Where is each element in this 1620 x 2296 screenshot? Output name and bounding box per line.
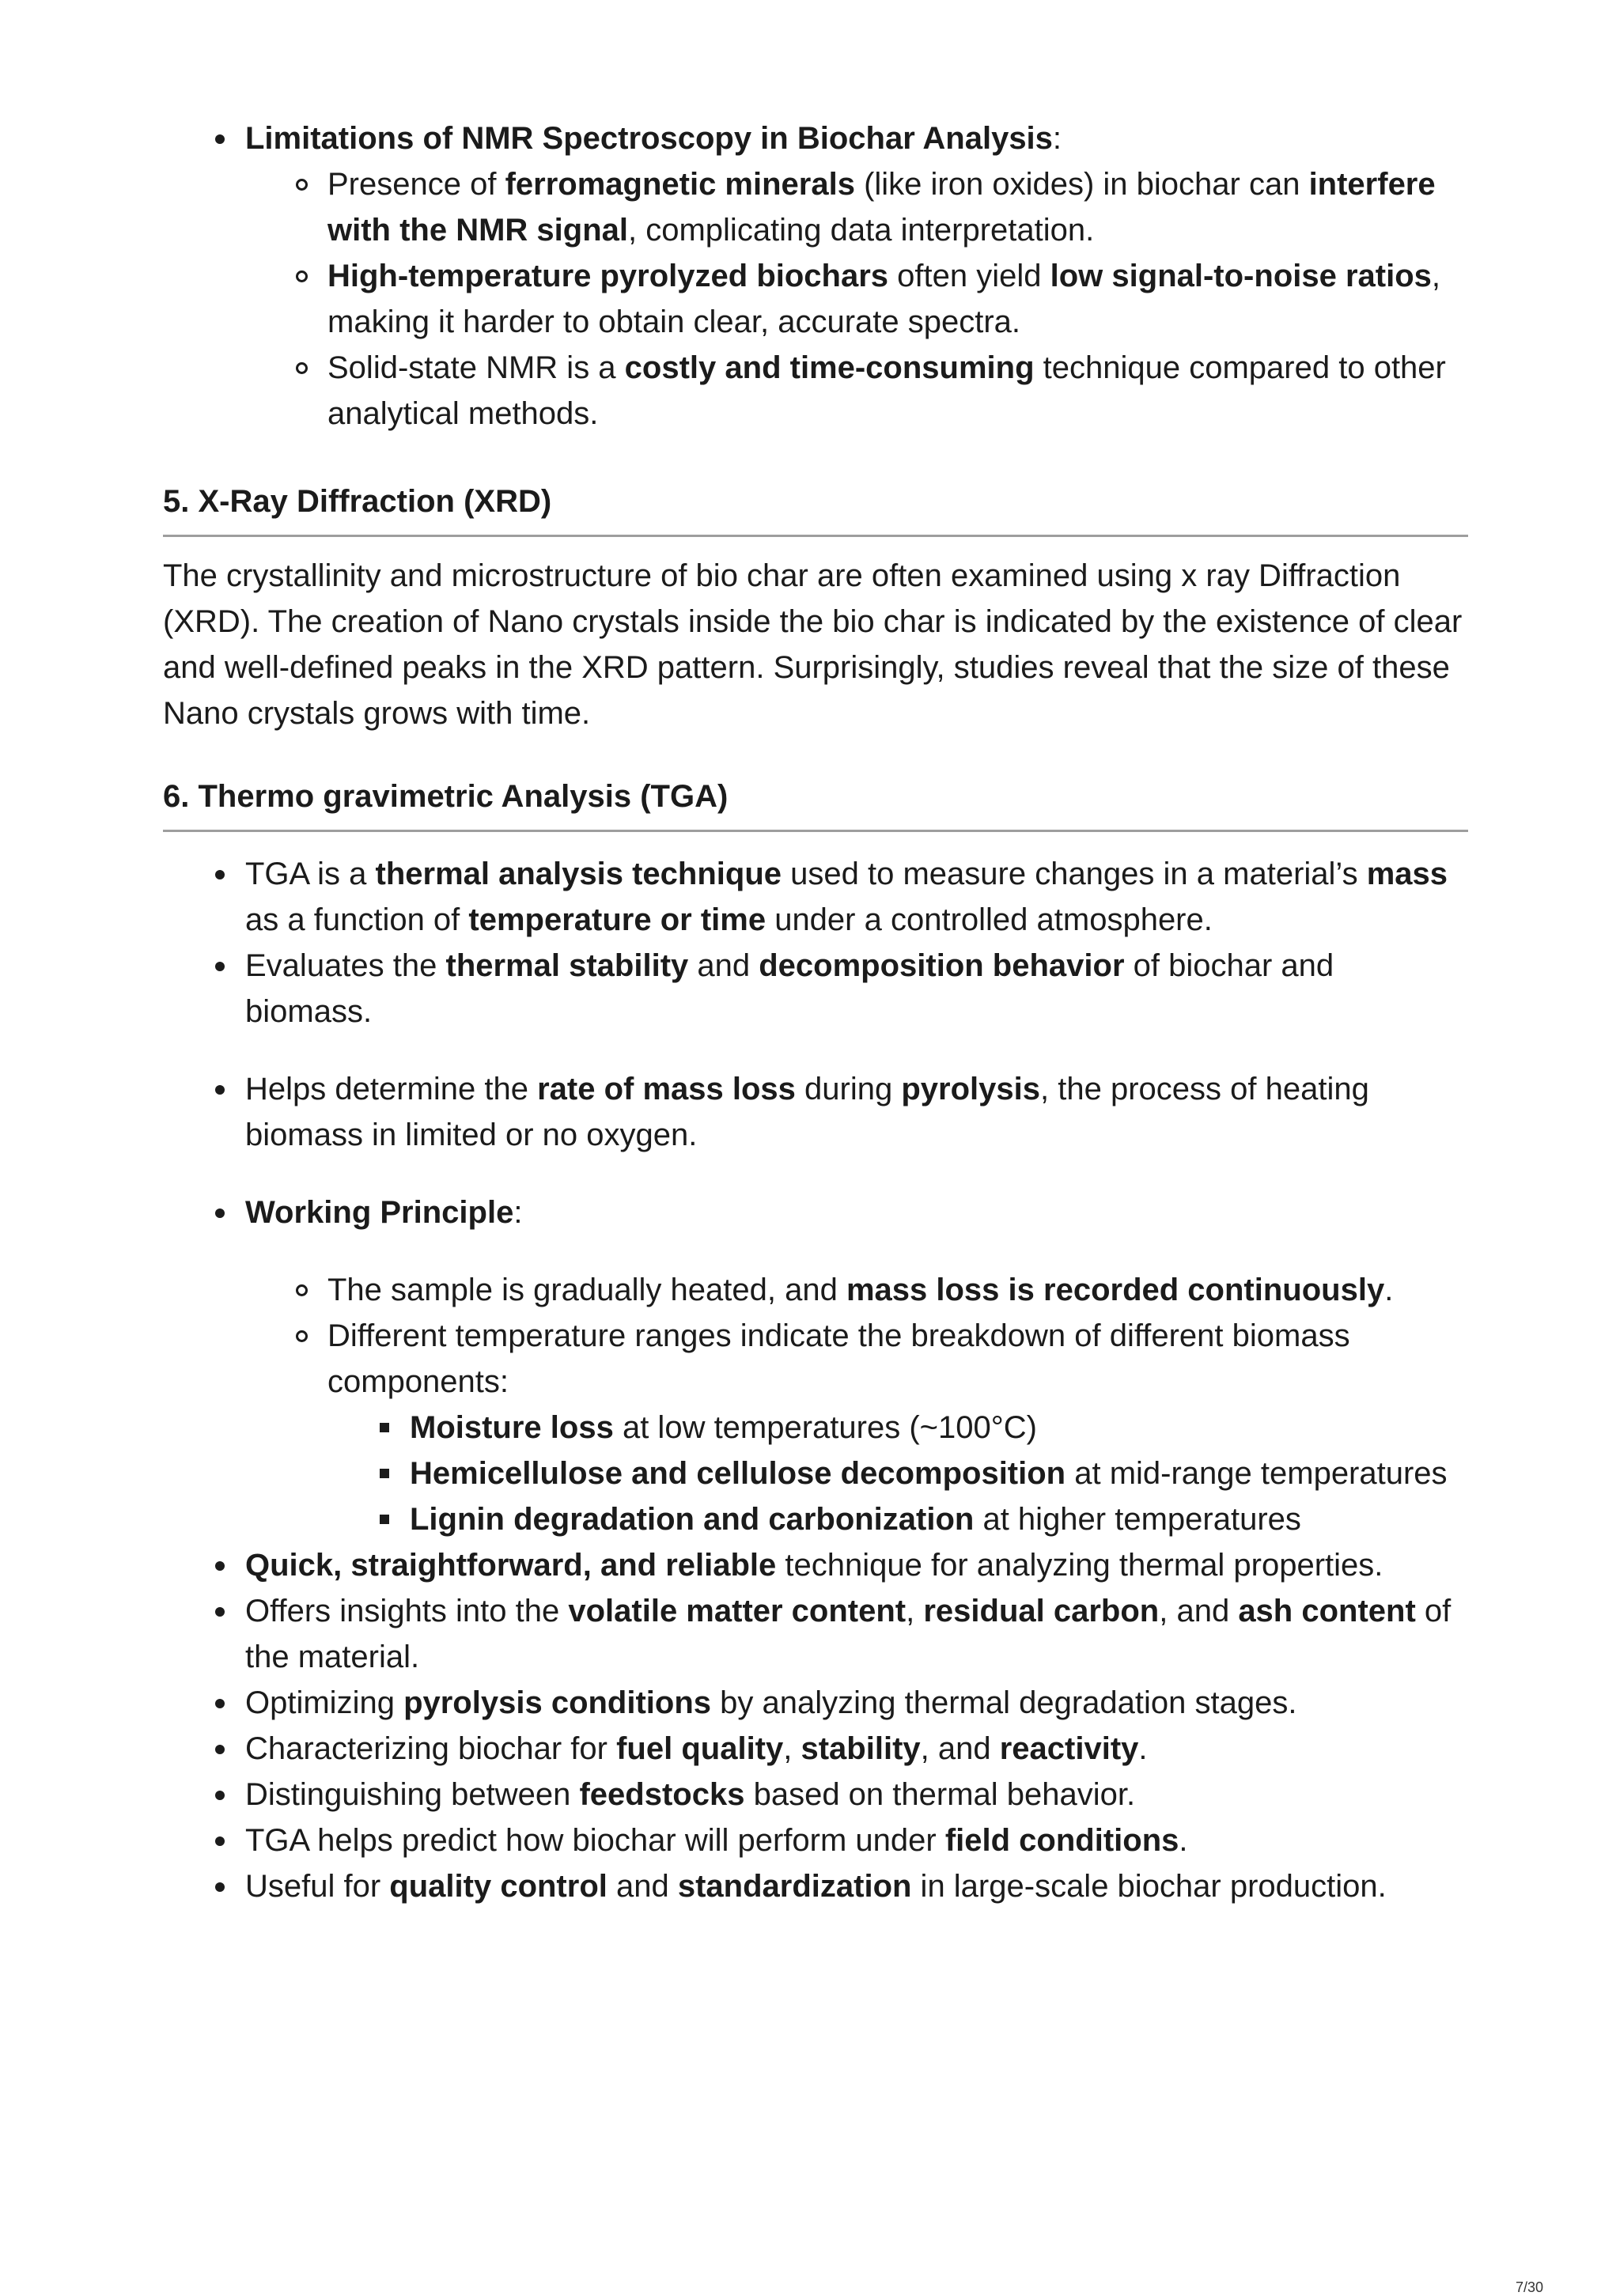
text: Characterizing biochar for [245,1731,617,1766]
page-number: 7/30 [1516,2279,1544,2295]
text: Evaluates the [245,948,446,983]
text: Solid-state NMR is a [327,350,625,385]
bold-text: volatile matter content [568,1594,907,1628]
text: . [1179,1823,1188,1858]
wp-item-ranges [245,1313,1468,1542]
bold-text: mass [1366,857,1448,891]
text: of the material. [245,1594,1452,1674]
nmr-item-3 [245,345,1468,437]
tga-item-feedstocks [163,1772,1468,1818]
bold-text: mass loss is recorded continuously [846,1273,1385,1307]
text: , making it harder to obtain clear, accurate spectra. [327,259,1441,339]
tga-item-working-principle [163,1190,1468,1542]
colon: : [513,1195,523,1230]
text: at low temperatures (~100°C) [613,1410,1037,1445]
text: . [1384,1273,1394,1307]
text: The sample is gradually heated, and [327,1273,846,1307]
nmr-limitations-list [163,115,1468,437]
tga-item-field-conditions [163,1818,1468,1863]
bold-text: standardization [677,1869,912,1904]
nmr-item-2 [245,253,1468,345]
text: at higher temperatures [974,1502,1301,1537]
bold-text: pyrolysis conditions [403,1685,712,1720]
tga-item-characterizing [163,1726,1468,1772]
tga-item-optimizing [163,1680,1468,1726]
text: based on thermal behavior. [744,1777,1136,1812]
bold-text: High-temperature pyrolyzed biochars [327,259,889,293]
tga-item-quality-control [163,1863,1468,1909]
stage-item [327,1496,1468,1542]
bold-text: pyrolysis [901,1072,1040,1106]
section-heading-xrd: 5. X-Ray Diffraction (XRD) [163,482,1468,537]
text: Useful for [245,1869,390,1904]
bold-text: Working Principle [245,1195,514,1230]
text: , complicating data interpretation. [628,213,1095,248]
bold-text: Hemicellulose and cellulose decomposition [410,1456,1066,1491]
text: TGA helps predict how biochar will perform under [245,1823,945,1858]
text: (like iron oxides) in biochar can [854,167,1309,202]
document-page [163,115,1468,1909]
nmr-limitations-item [163,115,1468,437]
text: by analyzing thermal degradation stages. [711,1685,1297,1720]
temperature-stages-list [327,1405,1468,1542]
bold-text: Quick, straightforward, and reliable [245,1548,777,1583]
text: Offers insights into the [245,1594,569,1628]
colon: : [1052,121,1062,156]
stage-item [327,1451,1468,1496]
text: , and [920,1731,1000,1766]
text: often yield [888,259,1050,293]
text: used to measure changes in a material’s [782,857,1367,891]
nmr-item-1 [245,161,1468,253]
text: under a controlled atmosphere. [766,902,1213,937]
section-heading-tga: 6. Thermo gravimetric Analysis (TGA) [163,777,1468,832]
bold-text: thermal stability [445,948,689,983]
bold-text: reactivity [999,1731,1139,1766]
tga-item-definition [163,851,1468,943]
bold-text: quality control [389,1869,608,1904]
bold-text: ash content [1238,1594,1416,1628]
text: , and [1159,1594,1239,1628]
bold-text: fuel quality [616,1731,784,1766]
bold-text: field conditions [944,1823,1179,1858]
bold-text: costly and time-consuming [624,350,1035,385]
stage-item [327,1405,1468,1451]
text: , [783,1731,801,1766]
tga-item-evaluates [163,943,1468,1035]
bold-text: feedstocks [579,1777,745,1812]
tga-item-insights [163,1588,1468,1680]
text: as a function of [245,902,469,937]
text: during [795,1072,902,1106]
tga-item-quick [163,1542,1468,1588]
working-principle-sublist [245,1267,1468,1542]
bold-text: residual carbon [923,1594,1160,1628]
nmr-limitations-heading: Limitations of NMR Spectroscopy in Biochar Analysis [245,121,1053,156]
bold-text: Moisture loss [410,1410,614,1445]
bold-text: ferromagnetic minerals [505,167,855,202]
bold-text: decomposition behavior [759,948,1125,983]
text: of biochar and biomass. [245,948,1334,1029]
tga-list [163,851,1468,1909]
bold-text: stability [801,1731,921,1766]
text: technique for analyzing thermal properties. [776,1548,1383,1583]
text: Distinguishing between [245,1777,580,1812]
nmr-limitations-sublist [245,161,1468,437]
text: . [1138,1731,1148,1766]
wp-item-heating [245,1267,1468,1313]
text: Different temperature ranges indicate the breakdown of different biomass components: [327,1318,1350,1399]
bold-text: Lignin degradation and carbonization [410,1502,975,1537]
bold-text: interfere with the NMR signal [327,167,1436,248]
text: and [607,1869,678,1904]
text: in large-scale biochar production. [911,1869,1387,1904]
text: , the process of heating biomass in limited or no oxygen. [245,1072,1369,1152]
text: and [688,948,759,983]
bold-text: rate of mass loss [537,1072,796,1106]
bold-text: low signal-to-noise ratios [1050,259,1432,293]
xrd-paragraph: The crystallinity and microstructure of bio char are often examined using x ray Diffraction (XRD). The creation of Nano crystals inside the bio char is indicated by the existence of clear and well-defined peaks in the XRD pattern. Surprisingly, studies reveal that the size of these Nano crystals grows with time. [163,558,1463,731]
text: Helps determine the [245,1072,538,1106]
bold-text: thermal analysis technique [375,857,782,891]
text: Presence of [327,167,505,202]
text: TGA is a [245,857,376,891]
text: at mid-range temperatures [1065,1456,1448,1491]
text: technique compared to other analytical methods. [327,350,1446,431]
text: Optimizing [245,1685,404,1720]
tga-item-mass-loss [163,1066,1468,1158]
bold-text: temperature or time [468,902,766,937]
text: , [906,1594,924,1628]
